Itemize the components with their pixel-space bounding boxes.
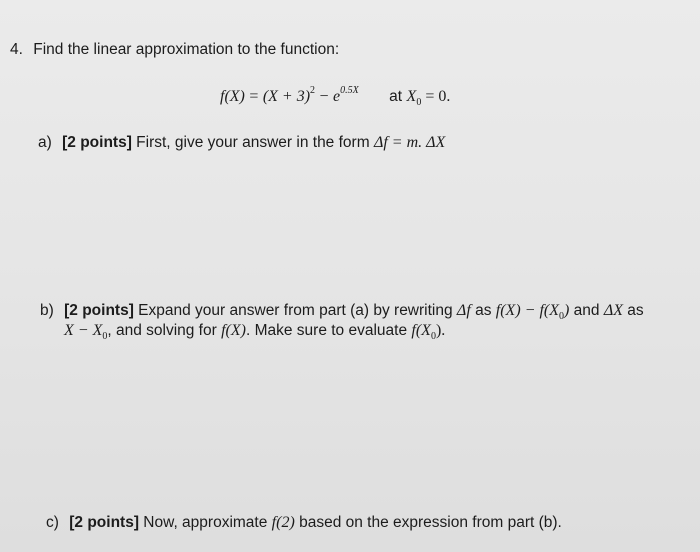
part-b-fx: f(X)	[221, 322, 246, 339]
fx0-end: ).	[435, 322, 446, 339]
question-header	[10, 41, 339, 59]
function-minus: −	[319, 88, 329, 105]
part-b-f-diff	[495, 302, 570, 323]
at-label: at	[389, 88, 403, 105]
term2-base: e	[332, 88, 341, 105]
f-diff-end: )	[563, 302, 570, 319]
part-b-and: and	[573, 302, 600, 319]
part-b-fx0	[411, 322, 446, 343]
function-equals: =	[249, 88, 259, 105]
part-b-line2-text2: . Make sure to evaluate	[245, 322, 408, 339]
part-b-line2-text1: , and solving for	[107, 322, 217, 339]
part-c-text2: based on the expression from part (b).	[299, 514, 562, 531]
part-b-x-minus-x0	[64, 322, 108, 343]
fx0-subscript: 0	[430, 331, 436, 343]
part-b-points: [2 points]	[64, 302, 134, 319]
x-minus-x0-subscript: 0	[102, 331, 108, 343]
f-diff-subscript: 0	[558, 311, 564, 323]
term1-exponent: 2	[310, 84, 316, 96]
part-a-formula: Δf = m. ΔX	[373, 134, 446, 151]
part-c-f2: f(2)	[271, 514, 295, 531]
x-minus-x0-main: X − X	[64, 322, 103, 339]
function-lhs: f(X)	[220, 88, 245, 105]
part-c-points: [2 points]	[69, 514, 139, 531]
question-number: 4.	[10, 41, 23, 58]
function-term2	[332, 84, 359, 105]
f-diff-main: f(X) − f(X	[495, 302, 559, 319]
part-c-label: c)	[46, 514, 59, 531]
part-b-as2: as	[627, 302, 644, 319]
part-a-text: First, give your answer in the form	[136, 134, 370, 151]
question-prompt: Find the linear approximation to the function:	[33, 41, 340, 58]
part-b-line1	[40, 302, 644, 323]
part-a-label: a)	[38, 134, 52, 151]
term1-base: (X + 3)	[262, 88, 311, 105]
fx0-main: f(X	[411, 322, 431, 339]
point-expression	[406, 88, 451, 109]
part-b-delta-f: Δf	[456, 302, 471, 319]
part-b-line2	[64, 322, 446, 343]
point-subscript: 0	[416, 97, 422, 109]
function-equation	[220, 84, 451, 109]
part-a-points: [2 points]	[62, 134, 132, 151]
function-term1	[262, 84, 316, 105]
part-b-text1: Expand your answer from part (a) by rewriting	[138, 302, 453, 319]
part-b-delta-x: ΔX	[603, 302, 623, 319]
point-variable: X	[406, 88, 417, 105]
part-c	[46, 514, 562, 532]
point-value: = 0.	[425, 88, 451, 105]
part-c-text: Now, approximate	[143, 514, 268, 531]
term2-exponent: 0.5X	[340, 84, 359, 96]
part-a	[38, 134, 445, 152]
part-b-as1: as	[475, 302, 492, 319]
part-b-label: b)	[40, 302, 54, 319]
